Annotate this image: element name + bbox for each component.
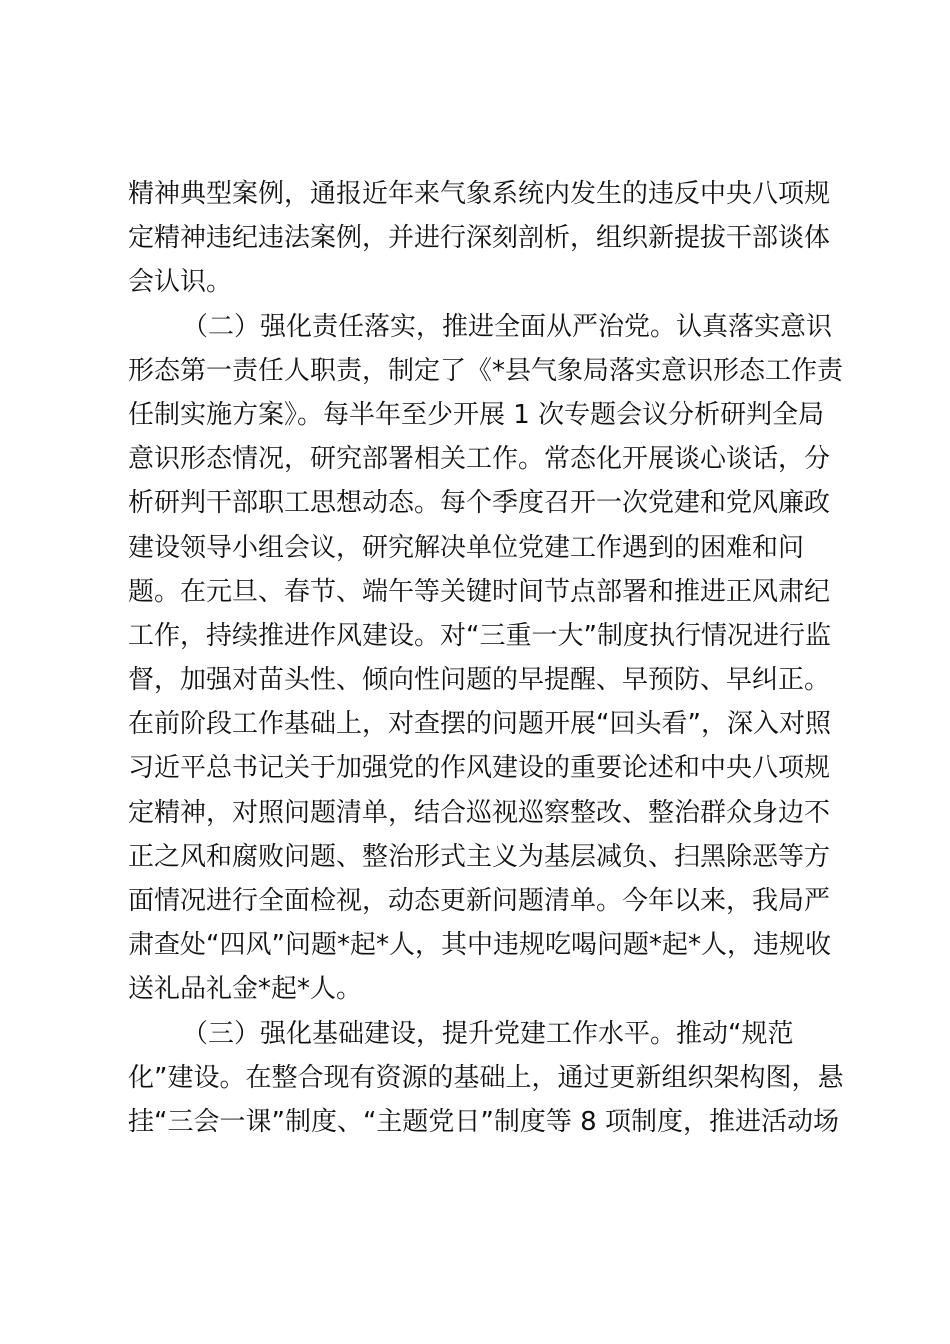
body-line: 析研判干部职工思想动态。每个季度召开一次党建和党风廉政 bbox=[128, 488, 831, 519]
body-line: 工作，持续推进作风建设。对“三重一大”制度执行情况进行监 bbox=[128, 620, 831, 651]
body-line: 习近平总书记关于加强党的作风建设的重要论述和中央八项规 bbox=[128, 753, 831, 784]
document-body bbox=[128, 172, 844, 1144]
body-line: 化”建设。在整合现有资源的基础上，通过更新组织架构图，悬 bbox=[128, 1062, 844, 1093]
body-line: 建设领导小组会议，研究解决单位党建工作遇到的困难和问 bbox=[128, 532, 805, 563]
body-line: 意识形态情况，研究部署相关工作。常态化开展谈心谈话，分 bbox=[128, 444, 831, 475]
body-line: 肃查处“四风”问题*起*人，其中违规吃喝问题*起*人，违规收 bbox=[128, 930, 831, 961]
body-line: 任制实施方案》。每半年至少开展 1 次专题会议分析研判全局 bbox=[128, 399, 825, 430]
body-line: 在前阶段工作基础上，对查摆的问题开展“回头看”，深入对照 bbox=[128, 709, 831, 740]
body-line: 正之风和腐败问题、整治形式主义为基层减负、扫黑除恶等方 bbox=[128, 841, 831, 872]
body-line: 形态第一责任人职责，制定了《*县气象局落实意识形态工作责 bbox=[128, 355, 844, 386]
section-heading-line: （三）强化基础建设，提升党建工作水平。推动“规范 bbox=[182, 1018, 794, 1049]
body-line: 面情况进行全面检视，动态更新问题清单。今年以来，我局严 bbox=[128, 886, 831, 916]
body-line: 定精神违纪违法案例，并进行深刻剖析，组织新提拔干部谈体 bbox=[128, 223, 831, 254]
body-line: 会认识。 bbox=[128, 267, 233, 298]
body-line: 定精神，对照问题清单，结合巡视巡察整改、整治群众身边不 bbox=[128, 797, 831, 828]
section-heading-line: （二）强化责任落实，推进全面从严治党。认真落实意识 bbox=[182, 311, 833, 342]
body-line: 题。在元旦、春节、端午等关键时间节点部署和推进正风肃纪 bbox=[128, 576, 831, 607]
body-line: 精神典型案例，通报近年来气象系统内发生的违反中央八项规 bbox=[128, 179, 831, 209]
body-line: 挂“三会一课”制度、“主题党日”制度等 8 项制度，推进活动场 bbox=[128, 1106, 839, 1137]
body-line: 送礼品礼金*起*人。 bbox=[128, 974, 363, 1005]
body-line: 督，加强对苗头性、倾向性问题的早提醒、早预防、早纠正。 bbox=[128, 665, 831, 696]
